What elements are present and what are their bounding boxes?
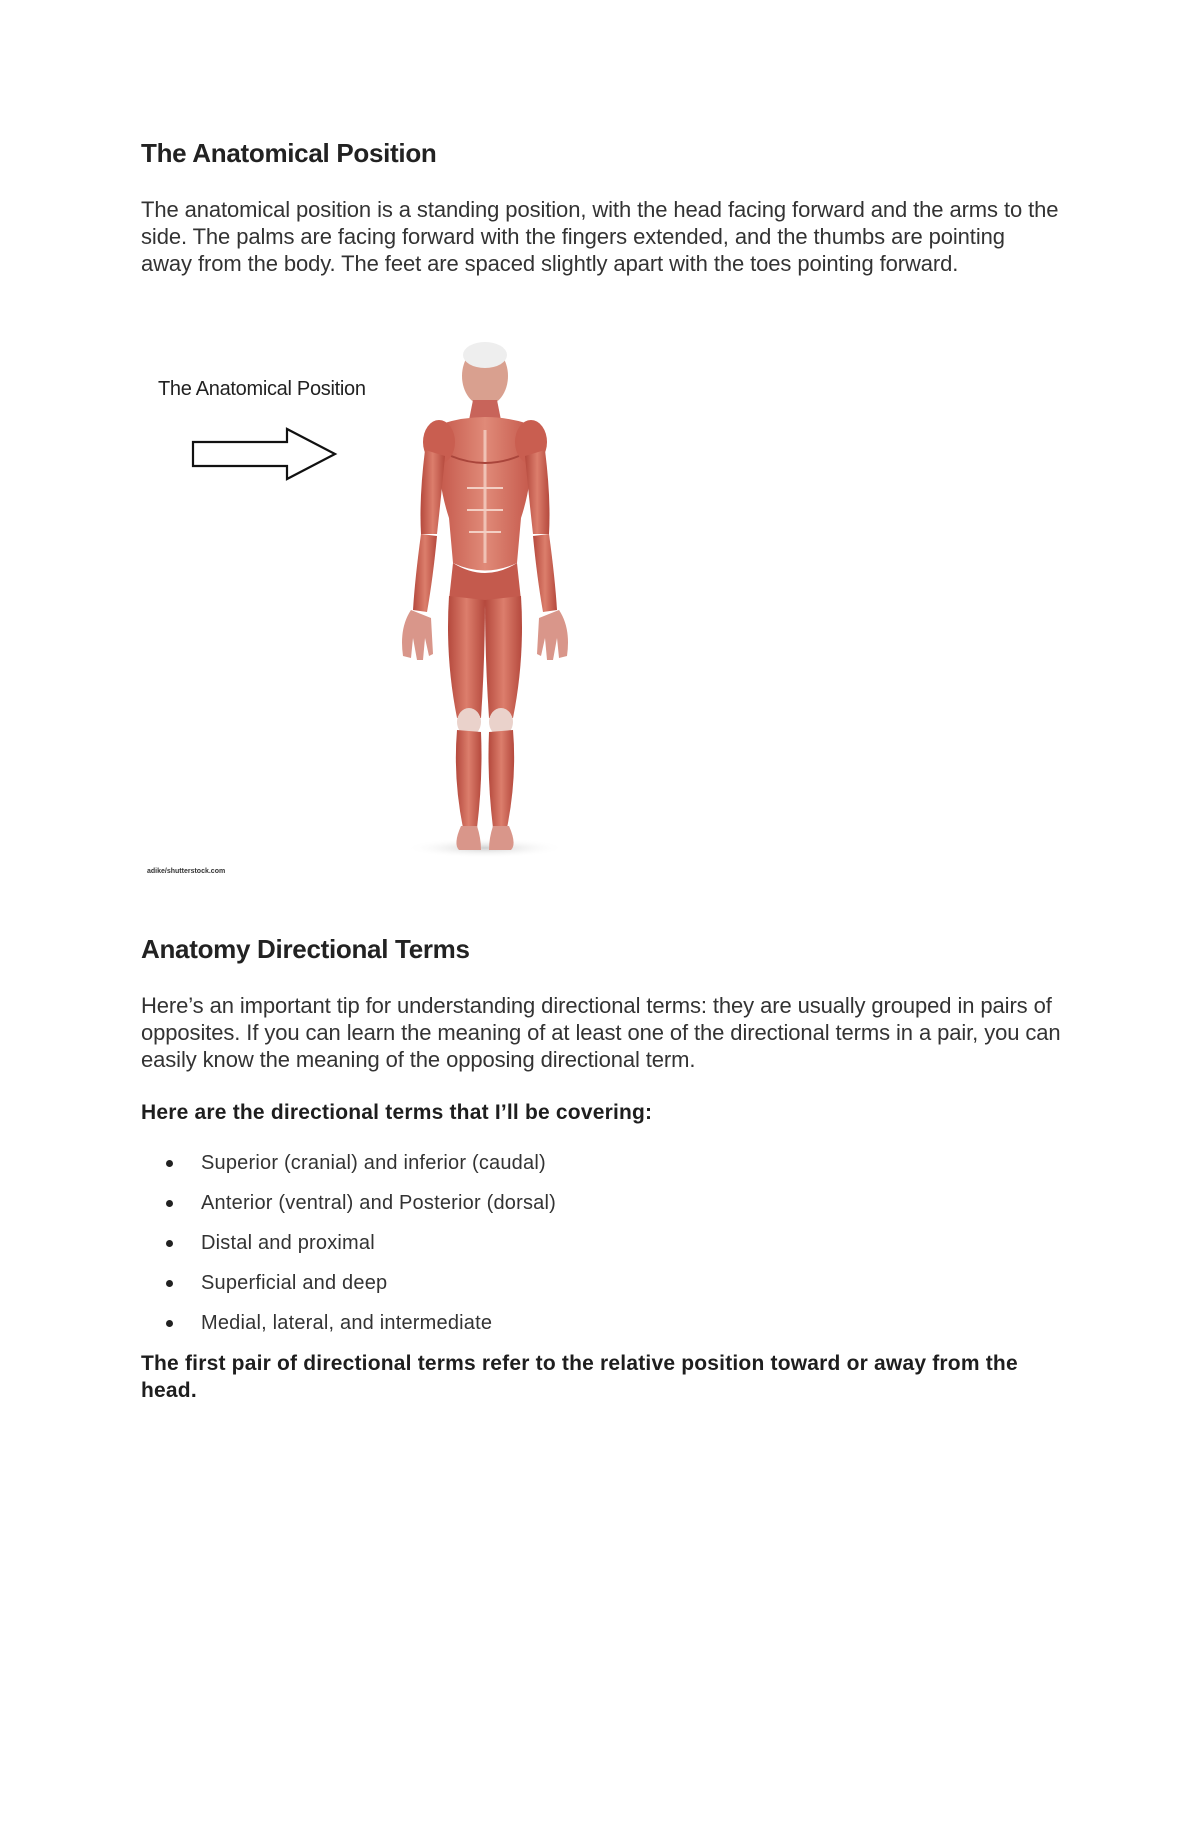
- bullet-icon: [166, 1240, 173, 1247]
- closing-note-text: The first pair of directional terms refer to the relative position toward or away from the head.: [141, 1352, 1018, 1402]
- directional-terms-paragraph: Here’s an important tip for understanding directional terms: they are usually grouped in pairs of opposites. If you can learn the meaning of at least one of the directional terms in a pair, you can easily know the meaning of the opposing directional term.: [141, 993, 1061, 1072]
- list-item: [141, 1231, 556, 1271]
- list-item-text: Superficial and deep: [201, 1272, 388, 1294]
- list-item-text: Medial, lateral, and intermediate: [201, 1312, 493, 1334]
- covering-lead-text: Here are the directional terms that I’ll be covering:: [141, 1101, 653, 1124]
- figure-caption: The Anatomical Position: [158, 378, 366, 400]
- list-item-text: Distal and proximal: [201, 1232, 375, 1254]
- anatomical-position-paragraph: The anatomical position is a standing position, with the head facing forward and the arms to the side. The palms are facing forward with the fingers extended, and the thumbs are pointing away from the body. The feet are spaced slightly apart with the toes pointing forward.: [141, 197, 1059, 276]
- bullet-icon: [166, 1280, 173, 1287]
- list-item-text: Anterior (ventral) and Posterior (dorsal): [201, 1192, 556, 1214]
- section-title-directional-terms: Anatomy Directional Terms: [141, 934, 470, 964]
- right-arrow-icon: [191, 426, 341, 482]
- anatomical-position-figure: [141, 338, 741, 883]
- list-item: [141, 1311, 556, 1351]
- section-title-anatomical-position: The Anatomical Position: [141, 138, 437, 168]
- image-credit: adike/shutterstock.com: [147, 868, 226, 875]
- list-item: [141, 1151, 556, 1191]
- muscular-human-figure: [381, 338, 581, 883]
- list-item-text: Superior (cranial) and inferior (caudal): [201, 1152, 546, 1174]
- bullet-icon: [166, 1160, 173, 1167]
- list-item: [141, 1271, 556, 1311]
- directional-terms-list: [141, 1151, 556, 1351]
- list-item: [141, 1191, 556, 1231]
- bullet-icon: [166, 1200, 173, 1207]
- bullet-icon: [166, 1320, 173, 1327]
